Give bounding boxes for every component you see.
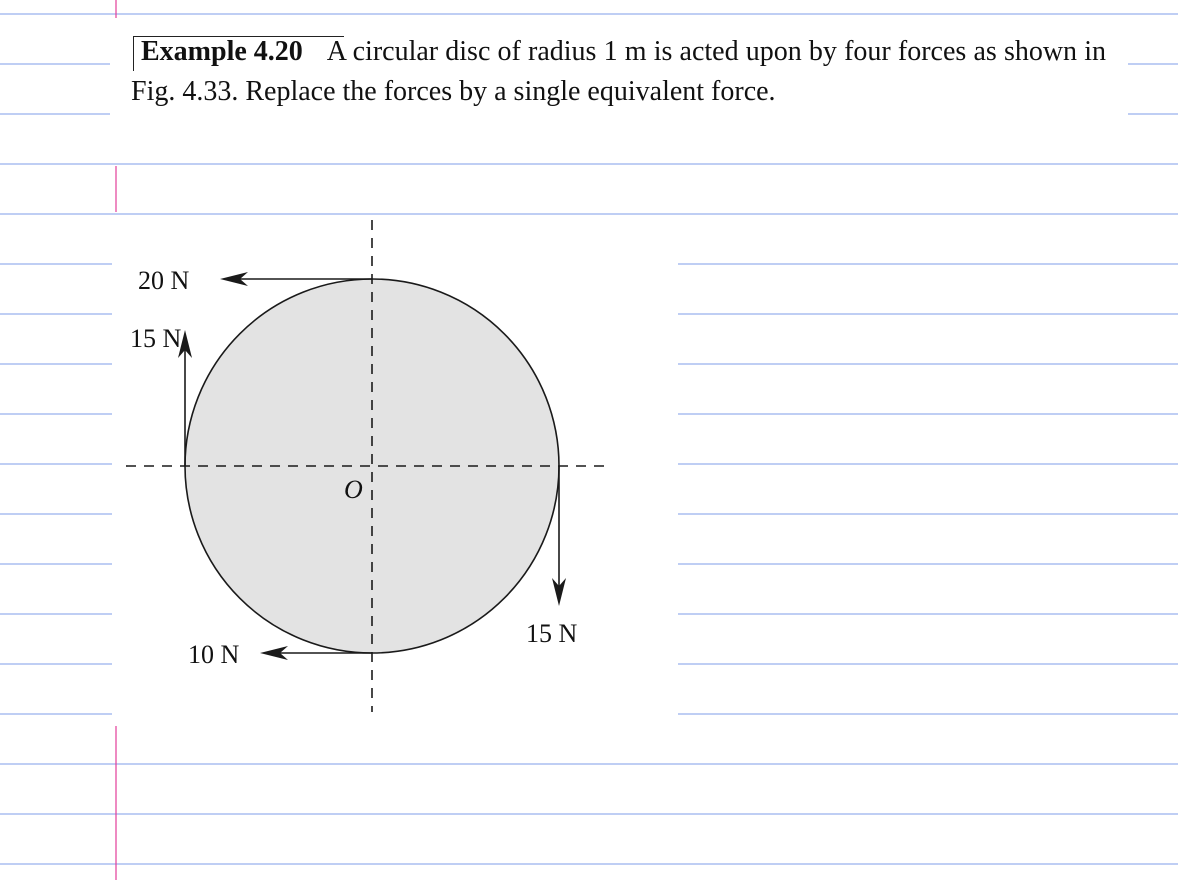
example-label-text: Example 4.20: [141, 36, 303, 67]
force-label-top: 20 N: [138, 266, 190, 295]
problem-statement: [131, 32, 1106, 112]
force-label-bottom: 10 N: [188, 640, 240, 669]
example-paragraph: [131, 32, 1106, 112]
disc-figure: [112, 216, 678, 716]
example-bracket: [133, 36, 344, 71]
example-label: [131, 32, 303, 72]
force-label-left: 15 N: [130, 324, 182, 353]
center-label: O: [344, 475, 363, 504]
force-label-right: 15 N: [526, 619, 578, 648]
example-text: A circular disc of radius 1 m is acted upon by four forces as shown in Fig. 4.33. Replace the forces by a single equivalent force.: [131, 36, 1106, 107]
